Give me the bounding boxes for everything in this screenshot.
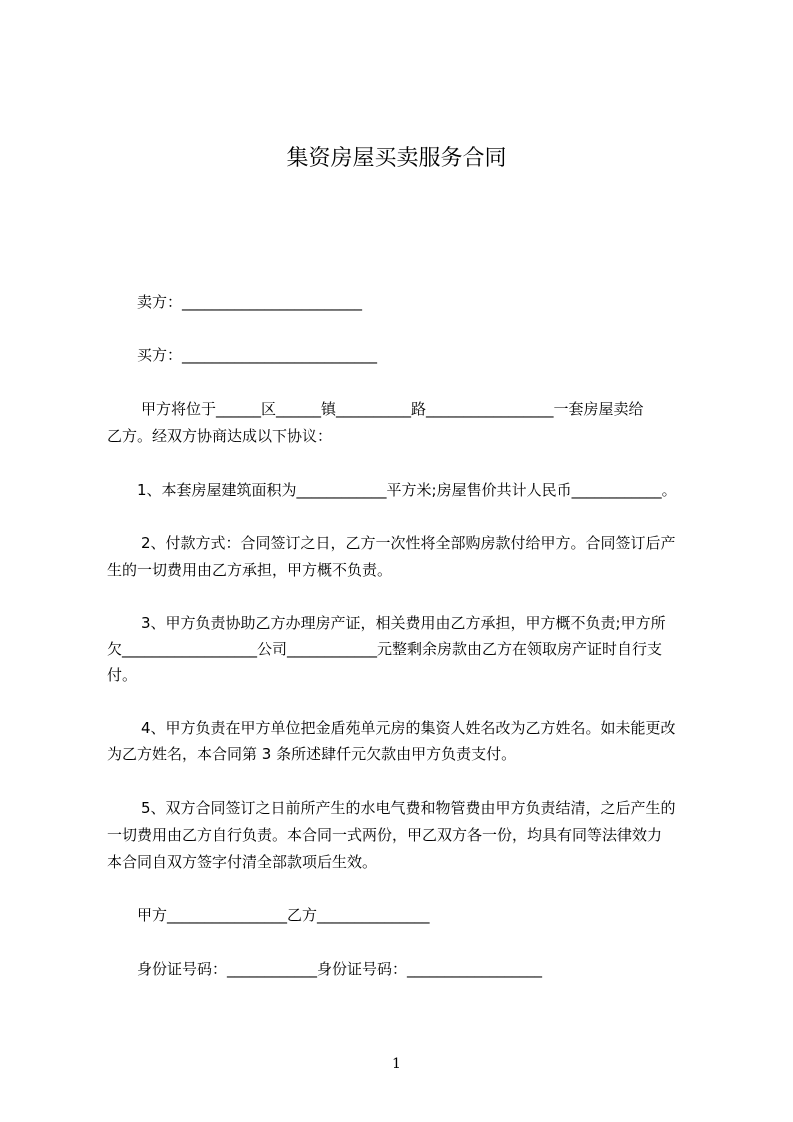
clause-5-line-1: 5、双方合同签订之日前所产生的水电气费和物管费由甲方负责结清，之后产生的 (141, 799, 676, 817)
id-number-line: 身份证号码：____________身份证号码：__________________ (137, 960, 543, 978)
document-title: 集资房屋买卖服务合同 (286, 146, 507, 171)
clause-5-line-3: 本合同自双方签字付清全部款项后生效。 (107, 853, 378, 871)
clause-1: 1、本套房屋建筑面积为____________平方米;房屋售价共计人民币____________。 (137, 481, 677, 499)
signature-line: 甲方________________乙方_______________ (137, 906, 430, 924)
clause-5-line-2: 一切费用由乙方自行负责。本合同一式两份，甲乙双方各一份，均具有同等法律效力 (107, 826, 663, 844)
intro-line-2: 乙方。经双方协商达成以下协议： (107, 427, 333, 445)
intro-line-1: 甲方将位于______区______镇__________路_________________一套房屋卖给 (141, 400, 644, 418)
buyer-line: 买方：__________________________ (137, 346, 378, 364)
clause-2-line-2: 生的一切费用由乙方承担，甲方概不负责。 (107, 561, 393, 579)
clause-3-line-2: 欠__________________公司____________元整剩余房款由乙方在领取房产证时自行支 (107, 640, 663, 658)
clause-4-line-2: 为乙方姓名，本合同第 3 条所述肆仟元欠款由甲方负责支付。 (107, 745, 517, 763)
clause-3-line-3: 付。 (107, 666, 138, 684)
clause-4-line-1: 4、甲方负责在甲方单位把金盾苑单元房的集资人姓名改为乙方姓名。如未能更改 (141, 719, 676, 737)
page-number: 1 (392, 1056, 401, 1072)
clause-2-line-1: 2、付款方式：合同签订之日，乙方一次性将全部购房款付给甲方。合同签订后产 (141, 534, 676, 552)
seller-line: 卖方：________________________ (137, 293, 363, 311)
clause-3-line-1: 3、甲方负责协助乙方办理房产证，相关费用由乙方承担，甲方概不负责;甲方所 (141, 614, 666, 632)
